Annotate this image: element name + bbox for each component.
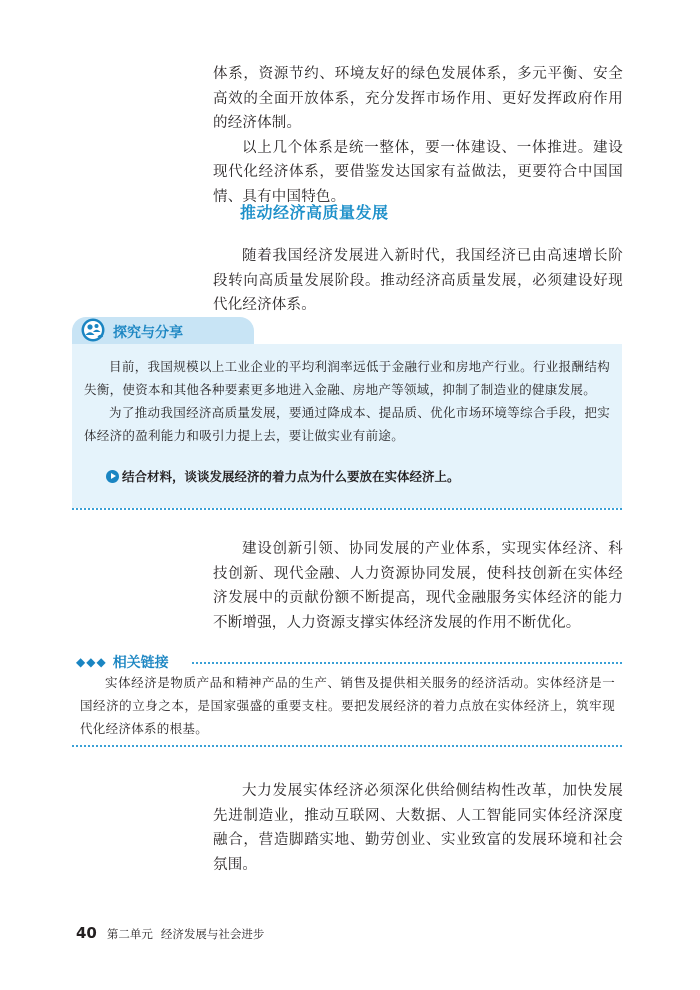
- explore-paragraph-1: 目前，我国规模以上工业企业的平均利润率远低于金融行业和房地产行业。行业报酬结构失衡，使资本和其他各种要素更多地进入金融、房地产等领域，抑制了制造业的健康发展。: [84, 359, 610, 397]
- explore-dotted-border: [72, 508, 622, 510]
- explore-question-text: 结合材料，谈谈发展经济的着力点为什么要放在实体经济上。: [122, 469, 460, 484]
- body-text-3: [213, 779, 623, 877]
- body-paragraph-3: 大力发展实体经济必须深化供给侧结构性改革，加快发展先进制造业，推动互联网、大数据、人工智能同实体经济深度融合，营造脚踏实地、勤劳创业、实业致富的发展环境和社会氛围。: [213, 783, 623, 873]
- intro-paragraph-2: 以上几个体系是统一整体，要一体建设、一体推进。建设现代化经济体系，要借鉴发达国家有益做法，更要符合中国国情、具有中国特色。: [213, 139, 623, 205]
- page-number: 40: [76, 924, 97, 942]
- body-paragraph-2: 建设创新引领、协同发展的产业体系，实现实体经济、科技创新、现代金融、人力资源协同发展，使科技创新在实体经济发展中的贡献份额不断提高，现代金融服务实体经济的能力不断增强，人力资源支撑实体经济发展的作用不断优化。: [213, 541, 623, 631]
- related-link-title: 相关链接: [112, 655, 169, 671]
- intro-paragraph-1: 体系，资源节约、环境友好的绿色发展体系，多元平衡、安全高效的全面开放体系，充分发挥市场作用、更好发挥政府作用的经济体制。: [213, 66, 623, 131]
- related-link-bottom-border: [72, 745, 622, 747]
- explore-body: [84, 355, 610, 447]
- explore-paragraph-2: 为了推动我国经济高质量发展，要通过降成本、提品质、优化市场环境等综合手段，把实体经济的盈利能力和吸引力提上去，要让做实业有前途。: [84, 405, 610, 443]
- explore-question: [106, 467, 460, 485]
- section-paragraph-1: 随着我国经济发展进入新时代，我国经济已由高速增长阶段转向高质量发展阶段。推动经济高质量发展，必须建设好现代化经济体系。: [213, 248, 623, 313]
- related-link-dotted-line: [192, 662, 622, 664]
- related-link-paragraph: 实体经济是物质产品和精神产品的生产、销售及提供相关服务的经济活动。实体经济是一国经济的立身之本，是国家强盛的重要支柱。要把发展经济的着力点放在实体经济上，筑牢现代化经济体系的根基。: [80, 675, 615, 736]
- section-text: [213, 244, 623, 318]
- play-icon: [106, 470, 119, 483]
- page-footer: [76, 924, 264, 942]
- intro-text: [213, 62, 623, 209]
- related-link-text: [80, 671, 615, 740]
- section-heading: 推动经济高质量发展: [240, 203, 389, 222]
- related-link-header: [76, 652, 169, 672]
- explore-title: 探究与分享: [113, 325, 183, 341]
- diamond-icon: ◆◆◆: [76, 655, 107, 669]
- globe-people-icon: [80, 317, 106, 343]
- footer-unit: 第二单元: [106, 927, 153, 941]
- footer-chapter: 经济发展与社会进步: [160, 927, 265, 941]
- body-text-2: [213, 537, 623, 635]
